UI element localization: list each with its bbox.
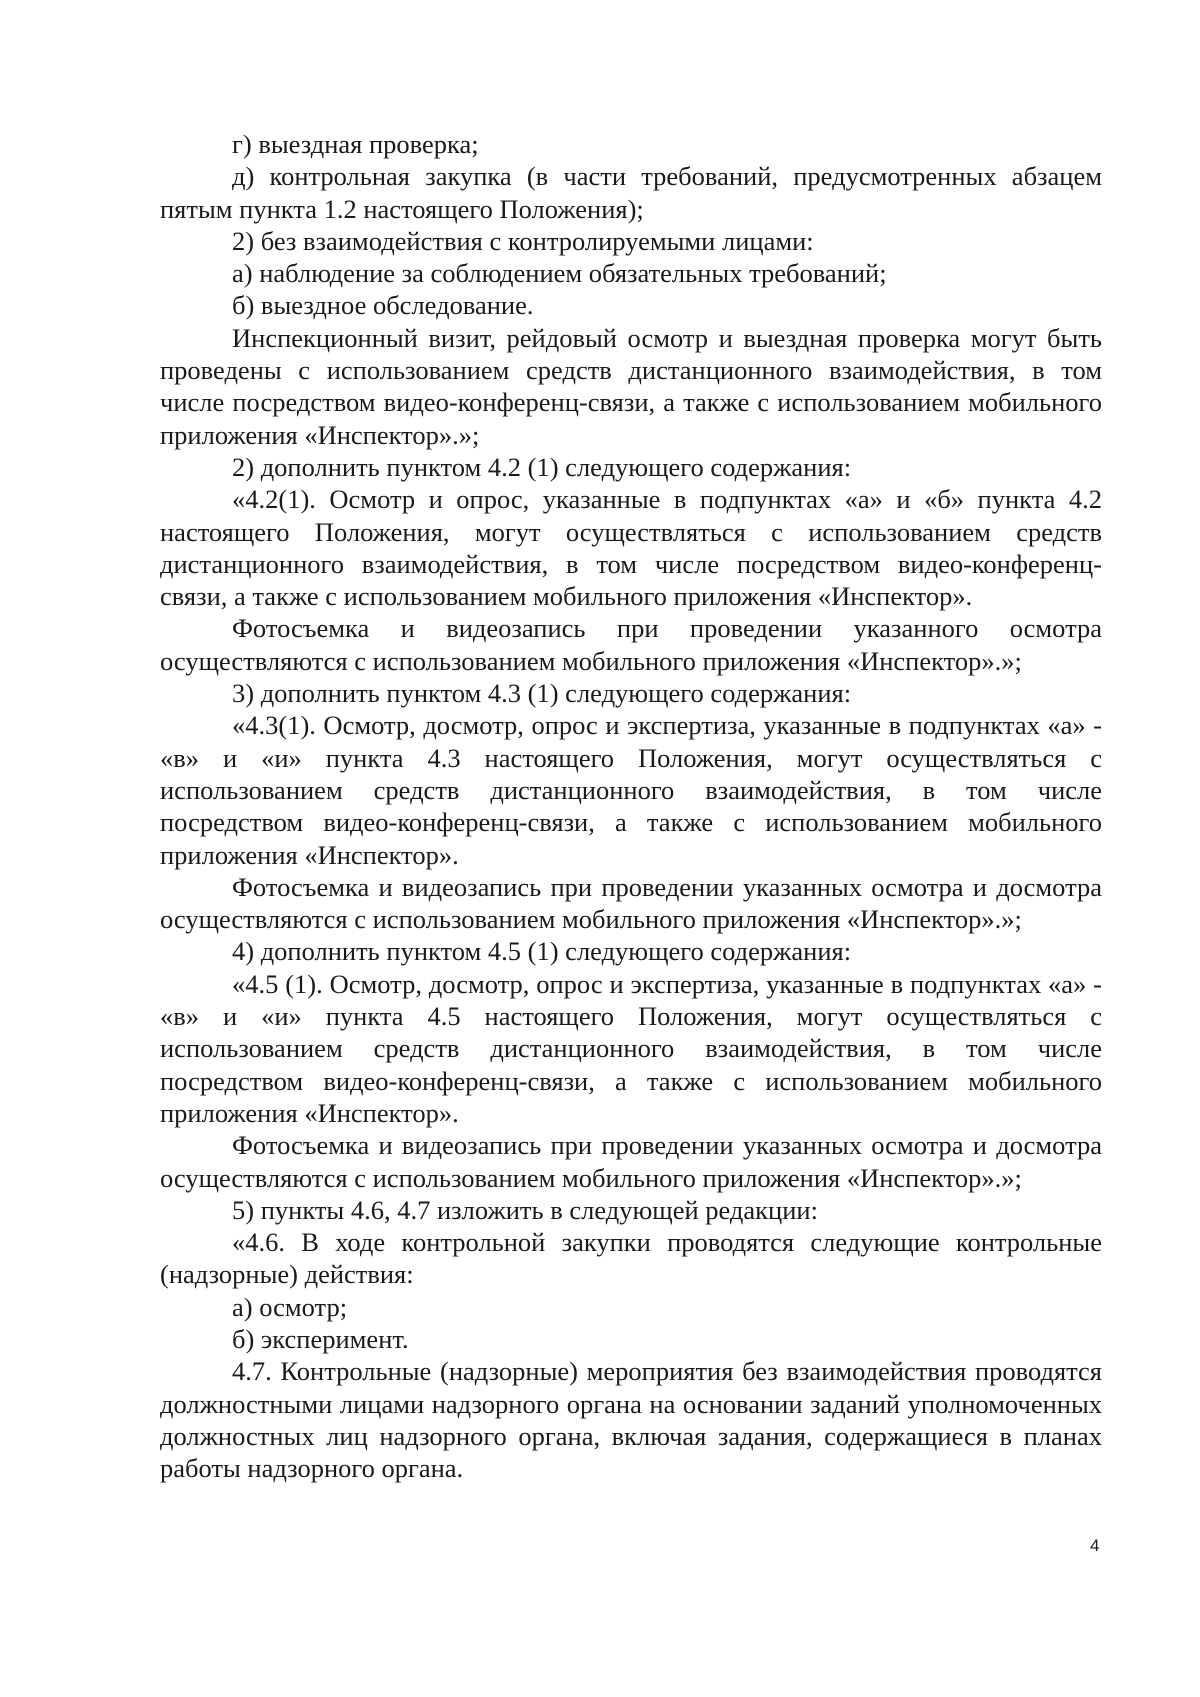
document-body bbox=[160, 128, 1102, 1484]
paragraph: «4.2(1). Осмотр и опрос, указанные в подпунктах «а» и «б» пункта 4.2 настоящего Положения, могут осуществляться с использованием средств дистанционного взаимодействия, в том числе посредством видео-конференц-связи, а также с использованием мобильного приложения «Инспектор». bbox=[160, 484, 1102, 612]
paragraph: 5) пункты 4.6, 4.7 изложить в следующей редакции: bbox=[232, 1194, 818, 1225]
paragraph: 3) дополнить пунктом 4.3 (1) следующего содержания: bbox=[232, 678, 852, 709]
paragraph: г) выездная проверка; bbox=[232, 129, 479, 159]
paragraph: 2) дополнить пунктом 4.2 (1) следующего содержания: bbox=[232, 451, 852, 482]
paragraph: а) осмотр; bbox=[232, 1291, 348, 1322]
paragraph: Фотосъемка и видеозапись при проведении указанного осмотра осуществляются с использованием мобильного приложения «Инспектор».»; bbox=[160, 613, 1102, 676]
paragraph: 4) дополнить пунктом 4.5 (1) следующего содержания: bbox=[232, 936, 852, 967]
paragraph: «4.5 (1). Осмотр, досмотр, опрос и экспертиза, указанные в подпунктах «а» - «в» и «и» пункта 4.5 настоящего Положения, могут осуществляться с использованием средств дистанционного взаимодействия, в том числе посредством видео-конференц-связи, а также с использованием мобильного приложения «Инспектор». bbox=[160, 968, 1102, 1128]
paragraph: «4.3(1). Осмотр, досмотр, опрос и экспертиза, указанные в подпунктах «а» - «в» и «и» пункта 4.3 настоящего Положения, могут осуществляться с использованием средств дистанционного взаимодействия, в том числе посредством видео-конференц-связи, а также с использованием мобильного приложения «Инспектор». bbox=[160, 710, 1102, 870]
paragraph: б) выездное обследование. bbox=[232, 290, 534, 321]
page-number: 4 bbox=[1090, 1536, 1100, 1555]
paragraph: Инспекционный визит, рейдовый осмотр и выездная проверка могут быть проведены с использованием средств дистанционного взаимодействия, в том числе посредством видео-конференц-связи, а также с использованием мобильного приложения «Инспектор».»; bbox=[160, 322, 1102, 450]
paragraph: а) наблюдение за соблюдением обязательных требований; bbox=[232, 258, 887, 289]
paragraph: «4.6. В ходе контрольной закупки проводятся следующие контрольные (надзорные) действия: bbox=[160, 1227, 1102, 1290]
paragraph: Фотосъемка и видеозапись при проведении указанных осмотра и досмотра осуществляются с использованием мобильного приложения «Инспектор».»; bbox=[160, 871, 1102, 935]
paragraph: д) контрольная закупка (в части требований, предусмотренных абзацем пятым пункта 1.2 настоящего Положения); bbox=[160, 161, 1102, 224]
paragraph: 2) без взаимодействия с контролируемыми лицами: bbox=[232, 225, 814, 256]
paragraph: Фотосъемка и видеозапись при проведении указанных осмотра и досмотра осуществляются с использованием мобильного приложения «Инспектор».»; bbox=[160, 1130, 1102, 1193]
paragraph: 4.7. Контрольные (надзорные) мероприятия без взаимодействия проводятся должностными лицами надзорного органа на основании заданий уполномоченных должностных лиц надзорного органа, включая задания, содержащиеся в планах работы надзорного органа. bbox=[160, 1356, 1102, 1484]
paragraph: б) эксперимент. bbox=[232, 1323, 409, 1354]
